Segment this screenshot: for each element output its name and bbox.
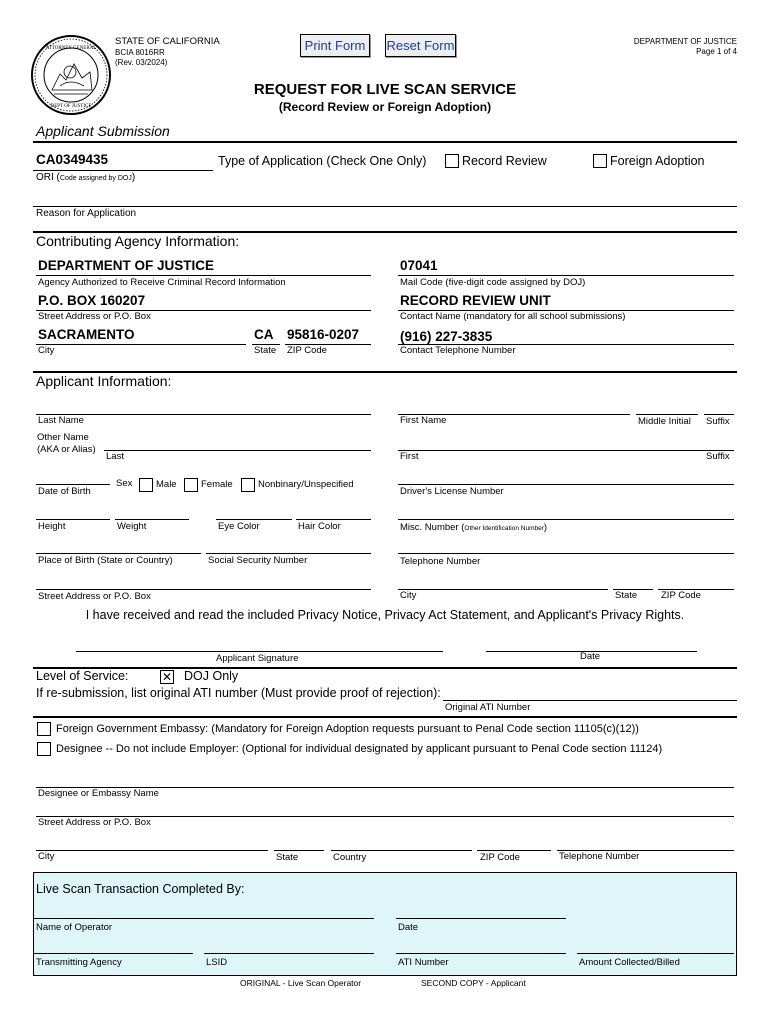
eye-color-label: Eye Color <box>218 521 260 532</box>
signature-input-line[interactable] <box>76 651 443 652</box>
resubmission-label: If re-submission, list original ATI number (Must provide proof of rejection): <box>36 686 441 700</box>
dob-label: Date of Birth <box>38 486 91 497</box>
male-checkbox[interactable] <box>139 478 153 492</box>
suffix-label: Suffix <box>706 416 730 427</box>
applicant-street-input-line[interactable] <box>36 589 371 590</box>
ori-label: ORI (Code assigned by DOJ) <box>36 172 136 183</box>
dl-label: Driver's License Number <box>400 486 504 497</box>
middle-initial-label: Middle Initial <box>638 416 691 427</box>
female-label: Female <box>201 479 233 490</box>
pob-label: Place of Birth (State or Country) <box>38 555 173 566</box>
agency-street-value[interactable]: P.O. BOX 160207 <box>38 293 146 308</box>
agency-name-label: Agency Authorized to Receive Criminal Record Information <box>38 277 286 288</box>
form-title: REQUEST FOR LIVE SCAN SERVICE <box>253 81 517 98</box>
record-review-checkbox[interactable] <box>445 154 459 168</box>
weight-input-line[interactable] <box>115 519 189 520</box>
aka-first-input-line[interactable] <box>398 450 734 451</box>
print-form-button[interactable]: Print Form <box>300 34 370 57</box>
applicant-state-label: State <box>615 590 638 601</box>
embassy-label: Foreign Government Embassy: (Mandatory for Foreign Adoption requests pursuant to Penal Code section 11105(c)(12)) <box>56 723 639 735</box>
ati-input-line[interactable] <box>396 953 566 954</box>
first-name-label: First Name <box>400 415 447 426</box>
hair-color-label: Hair Color <box>298 521 341 532</box>
applicant-phone-label: Telephone Number <box>400 556 481 567</box>
designee-country-input-line[interactable] <box>331 850 472 851</box>
signature-label: Applicant Signature <box>216 653 299 664</box>
transmitting-agency-label: Transmitting Agency <box>36 957 122 968</box>
department-label: DEPARTMENT OF JUSTICE <box>633 37 737 46</box>
applicant-city-input-line[interactable] <box>398 589 608 590</box>
aka-last-input-line[interactable] <box>104 450 371 451</box>
foreign-adoption-label: Foreign Adoption <box>610 154 705 168</box>
svg-text:DEPT OF JUSTICE: DEPT OF JUSTICE <box>50 104 92 109</box>
ssn-input-line[interactable] <box>206 553 371 554</box>
applicant-city-label: City <box>400 590 417 601</box>
designee-label: Designee -- Do not include Employer: (Optional for individual designated by applicant pursuant to Penal Code section 11124) <box>56 743 663 755</box>
designee-city-input-line[interactable] <box>36 850 268 851</box>
suffix-input-line[interactable] <box>704 414 734 415</box>
state-label: STATE OF CALIFORNIA <box>115 36 220 47</box>
foreign-adoption-checkbox[interactable] <box>593 154 607 168</box>
record-review-label: Record Review <box>462 154 547 168</box>
ati-number-input-line[interactable] <box>443 700 737 701</box>
designee-zip-label: ZIP Code <box>480 852 520 863</box>
lsid-input-line[interactable] <box>204 953 374 954</box>
amount-input-line[interactable] <box>577 953 734 954</box>
footer-original: ORIGINAL - Live Scan Operator <box>240 978 362 988</box>
aka-last-label: Last <box>106 451 124 462</box>
agency-city-value[interactable]: SACRAMENTO <box>38 327 135 342</box>
aka-first-label: First <box>400 451 419 462</box>
middle-initial-input-line[interactable] <box>636 414 698 415</box>
other-name-label: Other Name <box>37 432 89 443</box>
agency-street-label: Street Address or P.O. Box <box>38 311 151 322</box>
submission-heading: Applicant Submission <box>36 123 170 139</box>
agency-zip-value[interactable]: 95816-0207 <box>287 327 360 342</box>
designee-zip-input-line[interactable] <box>477 850 551 851</box>
lsid-label: LSID <box>206 957 228 968</box>
operator-name-label: Name of Operator <box>36 922 113 933</box>
misc-number-input-line[interactable] <box>398 519 734 520</box>
nonbinary-checkbox[interactable] <box>241 478 255 492</box>
divider <box>33 141 737 143</box>
weight-label: Weight <box>117 521 147 532</box>
contact-name-value[interactable]: RECORD REVIEW UNIT <box>400 293 551 308</box>
applicant-phone-input-line[interactable] <box>398 553 734 554</box>
embassy-checkbox[interactable] <box>37 722 51 736</box>
eye-color-input-line[interactable] <box>216 519 292 520</box>
reason-input-line[interactable] <box>33 206 737 207</box>
agency-name-value[interactable]: DEPARTMENT OF JUSTICE <box>38 258 215 273</box>
applicant-street-label: Street Address or P.O. Box <box>38 591 151 602</box>
ati-label: ATI Number <box>398 957 449 968</box>
dl-input-line[interactable] <box>398 484 734 485</box>
pob-input-line[interactable] <box>36 553 201 554</box>
doj-only-label: DOJ Only <box>184 669 239 683</box>
applicant-zip-label: ZIP Code <box>661 590 701 601</box>
reason-label: Reason for Application <box>36 208 137 219</box>
amount-label: Amount Collected/Billed <box>579 957 680 968</box>
transaction-date-input-line[interactable] <box>396 918 566 919</box>
footer-second-copy: SECOND COPY - Applicant <box>421 978 526 988</box>
female-checkbox[interactable] <box>184 478 198 492</box>
nonbinary-label: Nonbinary/Unspecified <box>258 479 354 490</box>
dob-input-line[interactable] <box>36 484 110 485</box>
last-name-label: Last Name <box>38 415 84 426</box>
level-of-service-label: Level of Service: <box>36 669 129 683</box>
reset-form-button[interactable]: Reset Form <box>385 34 456 57</box>
signature-date-label: Date <box>580 651 601 662</box>
application-type-label: Type of Application (Check One Only) <box>218 154 427 168</box>
aka-label: (AKA or Alias) <box>37 444 96 455</box>
page-number: Page 1 of 4 <box>696 47 737 56</box>
svg-text:ATTORNEY GENERAL: ATTORNEY GENERAL <box>45 46 97 51</box>
agency-zip-label: ZIP Code <box>287 345 327 356</box>
operator-name-input-line[interactable] <box>34 918 374 919</box>
mail-code-value[interactable]: 07041 <box>400 258 438 273</box>
mail-code-label: Mail Code (five-digit code assigned by DOJ) <box>400 277 586 288</box>
designee-country-label: Country <box>333 852 367 863</box>
designee-checkbox[interactable] <box>37 742 51 756</box>
sex-label: Sex <box>116 478 133 489</box>
designee-city-label: City <box>38 851 55 862</box>
transmitting-agency-input-line[interactable] <box>34 953 193 954</box>
agency-state-value[interactable]: CA <box>254 327 274 342</box>
live-scan-heading: Live Scan Transaction Completed By: <box>36 882 245 896</box>
misc-number-label: Misc. Number (Other Identification Number) <box>400 522 548 533</box>
designee-street-label: Street Address or P.O. Box <box>38 817 151 828</box>
male-label: Male <box>156 479 177 490</box>
form-subtitle: (Record Review or Foreign Adoption) <box>278 100 492 114</box>
agency-heading: Contributing Agency Information: <box>36 233 240 249</box>
doj-only-checkbox[interactable]: ✕ <box>161 670 173 684</box>
hair-color-input-line[interactable] <box>296 519 371 520</box>
applicant-heading: Applicant Information: <box>36 373 172 389</box>
designee-state-input-line[interactable] <box>274 850 324 851</box>
agency-phone-label: Contact Telephone Number <box>400 345 516 356</box>
aka-suffix-label: Suffix <box>706 451 730 462</box>
form-id: BCIA 8016RR <box>115 48 165 57</box>
last-name-input-line[interactable] <box>36 414 371 415</box>
agency-state-label: State <box>254 345 277 356</box>
ssn-label: Social Security Number <box>208 555 308 566</box>
agency-phone-value[interactable]: (916) 227-3835 <box>400 329 493 344</box>
height-input-line[interactable] <box>36 519 110 520</box>
designee-name-label: Designee or Embassy Name <box>38 788 159 799</box>
contact-name-label: Contact Name (mandatory for all school submissions) <box>400 311 626 322</box>
transaction-date-label: Date <box>398 922 419 933</box>
form-revision: (Rev. 03/2024) <box>115 58 168 67</box>
designee-phone-label: Telephone Number <box>559 851 640 862</box>
ori-value[interactable]: CA0349435 <box>36 152 109 167</box>
agency-city-label: City <box>38 345 55 356</box>
privacy-statement: I have received and read the included Privacy Notice, Privacy Act Statement, and Applicant's Privacy Rights. <box>85 608 685 622</box>
designee-state-label: State <box>276 852 299 863</box>
height-label: Height <box>38 521 66 532</box>
ati-number-label: Original ATI Number <box>445 702 531 713</box>
